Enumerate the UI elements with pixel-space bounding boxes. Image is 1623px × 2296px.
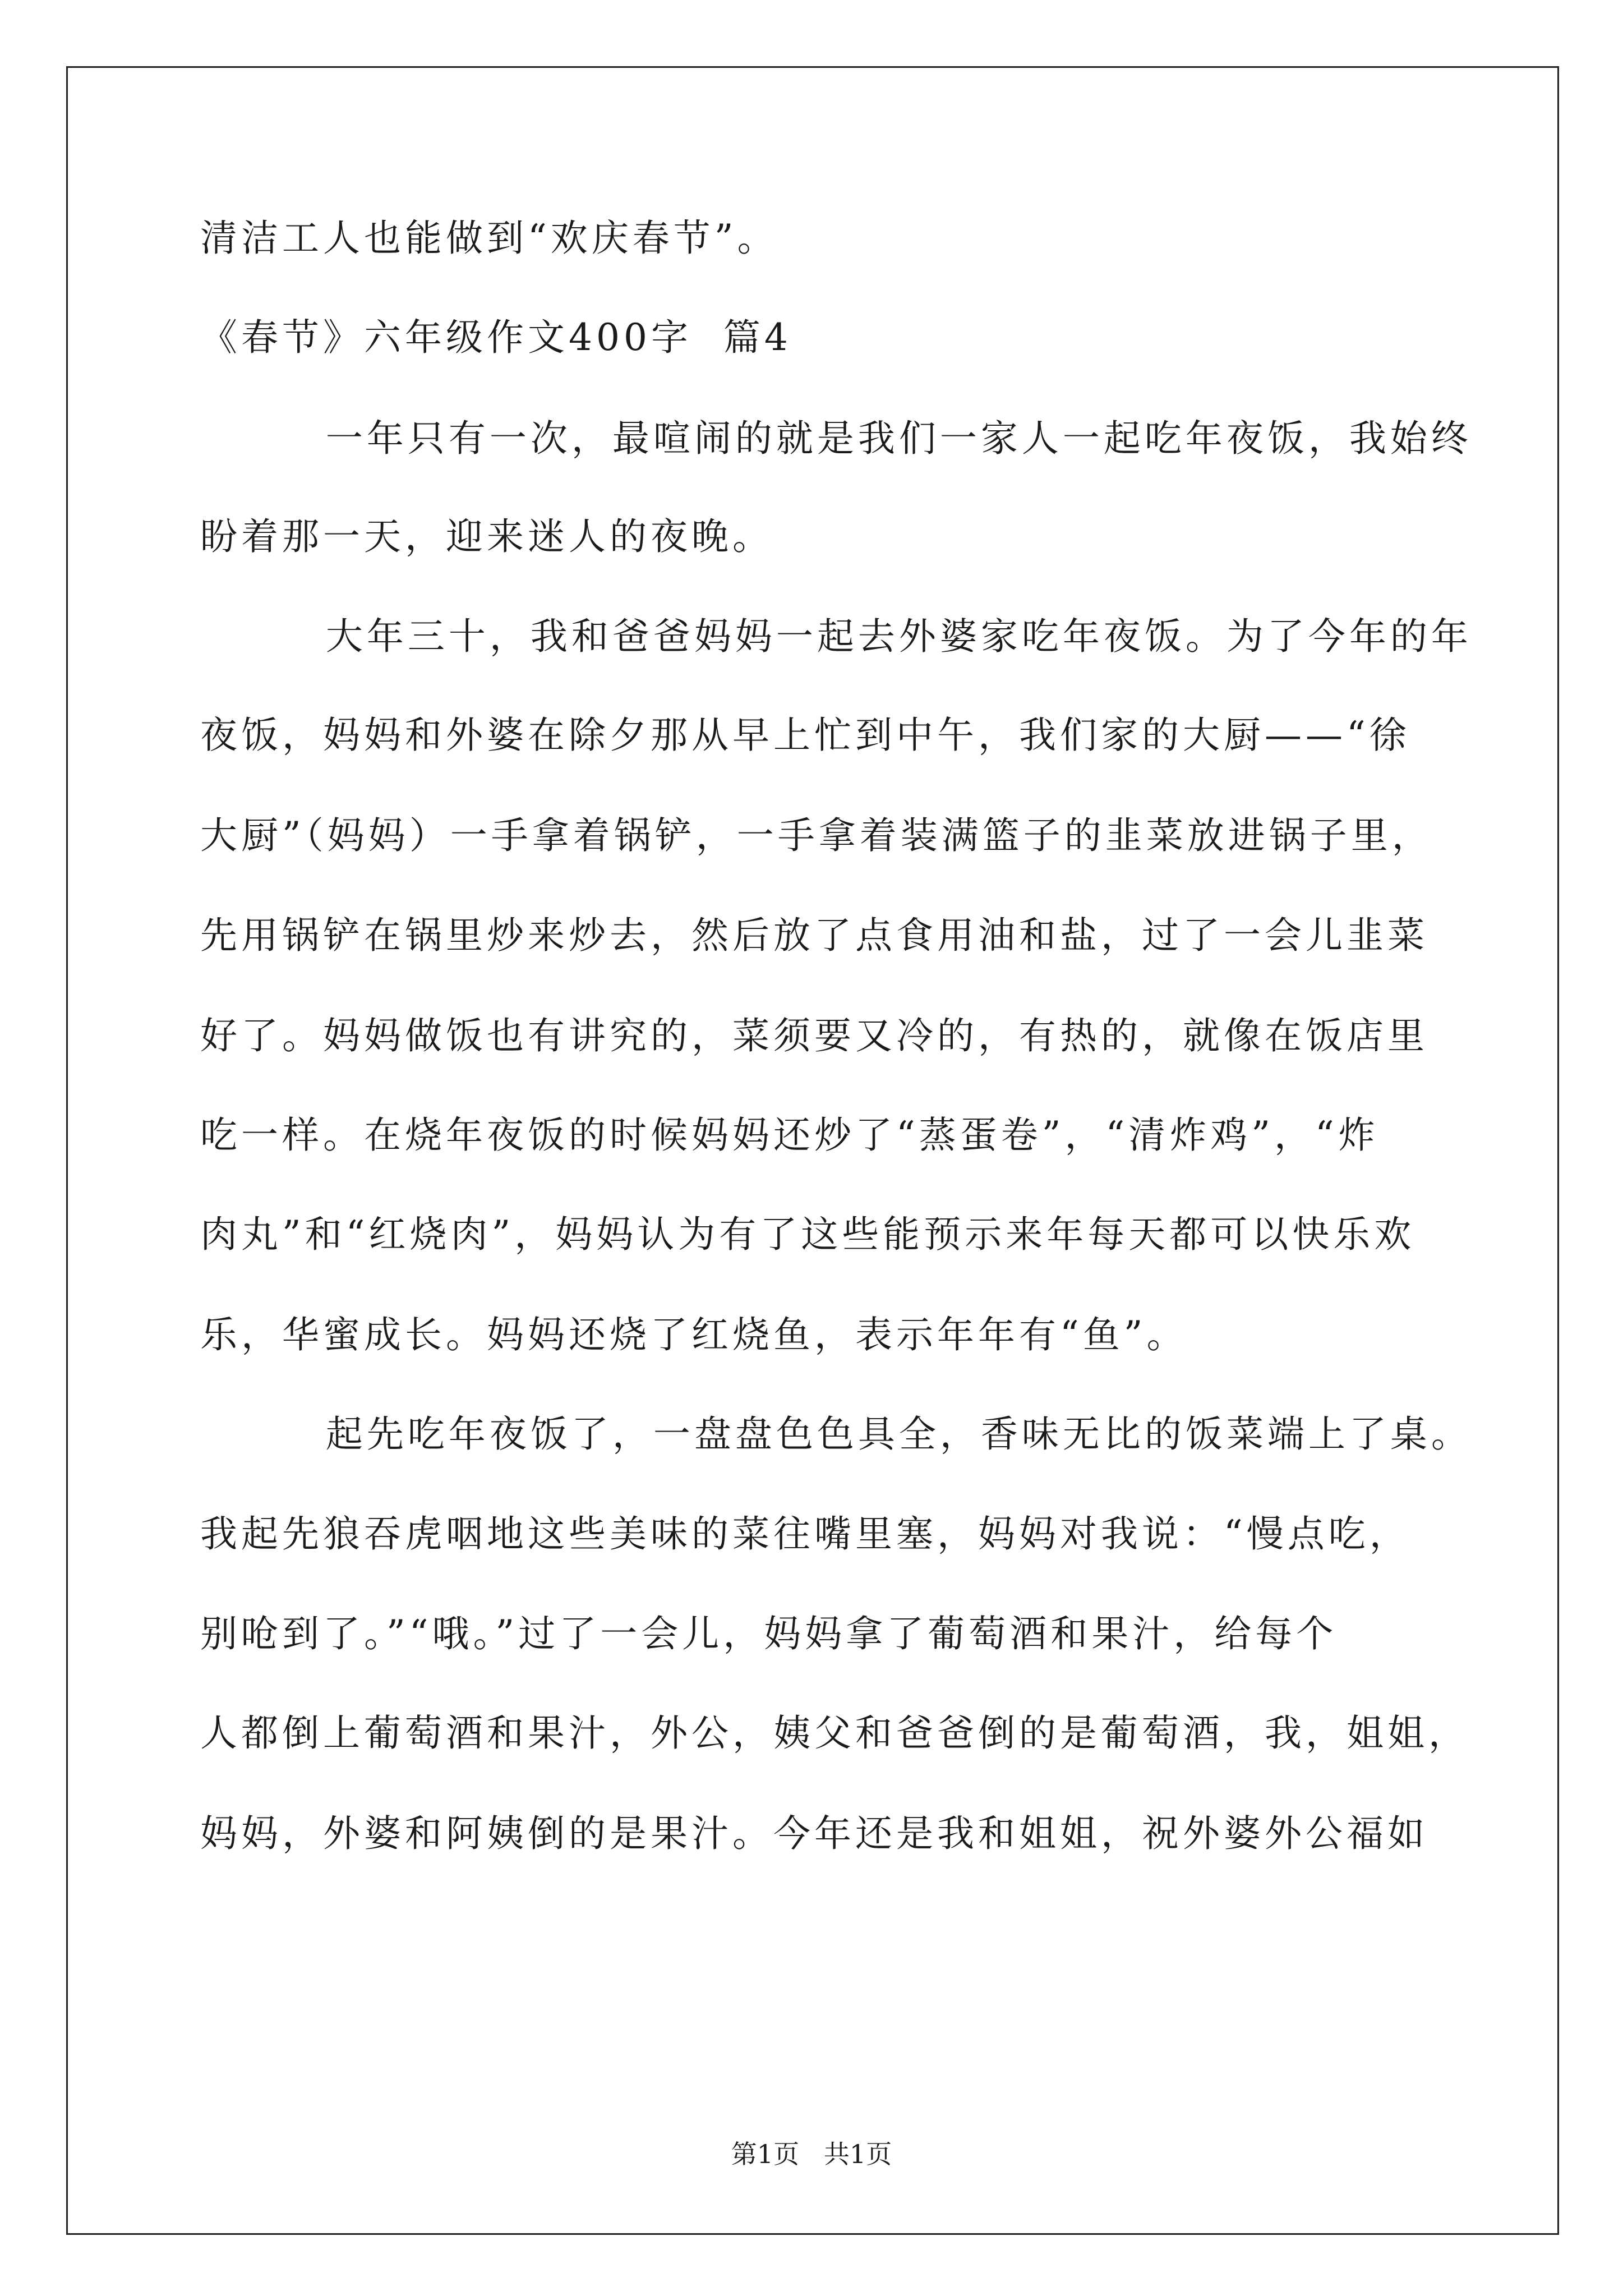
section-heading: 《春节》六年级作文400字 篇4 [200, 316, 792, 359]
text-line: 盼着那一天，迎来迷人的夜晚。 [200, 515, 773, 558]
text-line: 一年只有一次，最喧闹的就是我们一家人一起吃年夜饭，我始终 [200, 417, 1472, 460]
text-line: 大年三十，我和爸爸妈妈一起去外婆家吃年夜饭。为了今年的年 [200, 615, 1472, 658]
text-line: 清洁工人也能做到“欢庆春节”。 [200, 217, 778, 260]
text-line: 人都倒上葡萄酒和果汁，外公，姨父和爸爸倒的是葡萄酒，我，姐姐， [200, 1711, 1469, 1755]
text-line: 我起先狼吞虎咽地这些美味的菜往嘴里塞，妈妈对我说：“慢点吃， [200, 1512, 1410, 1556]
text-line: 先用锅铲在锅里炒来炒去，然后放了点食用油和盐，过了一会儿韭菜 [200, 914, 1428, 957]
text-line: 夜饭，妈妈和外婆在除夕那从早上忙到中午，我们家的大厨——“徐 [200, 714, 1410, 757]
text-line: 大厨”（妈妈）一手拿着锅铲，一手拿着装满篮子的韭菜放进锅子里， [200, 814, 1433, 857]
text-line: 好了。妈妈做饭也有讲究的，菜须要又冷的，有热的，就像在饭店里 [200, 1014, 1428, 1057]
text-line: 起先吃年夜饭了，一盘盘色色具全，香味无比的饭菜端上了桌。 [200, 1412, 1472, 1456]
page-number: 第1页 共1页 [731, 2139, 892, 2169]
text-line: 乐，华蜜成长。妈妈还烧了红烧鱼，表示年年有“鱼”。 [200, 1313, 1188, 1356]
text-line: 别呛到了。”“哦。”过了一会儿，妈妈拿了葡萄酒和果汁，给每个 [200, 1612, 1338, 1655]
text-line: 肉丸”和“红烧肉”，妈妈认为有了这些能预示来年每天都可以快乐欢 [200, 1213, 1415, 1256]
text-line: 吃一样。在烧年夜饭的时候妈妈还炒了“蒸蛋卷”，“清炸鸡”，“炸 [200, 1114, 1379, 1157]
text-line: 妈妈，外婆和阿姨倒的是果汁。今年还是我和姐姐，祝外婆外公福如 [200, 1812, 1428, 1855]
